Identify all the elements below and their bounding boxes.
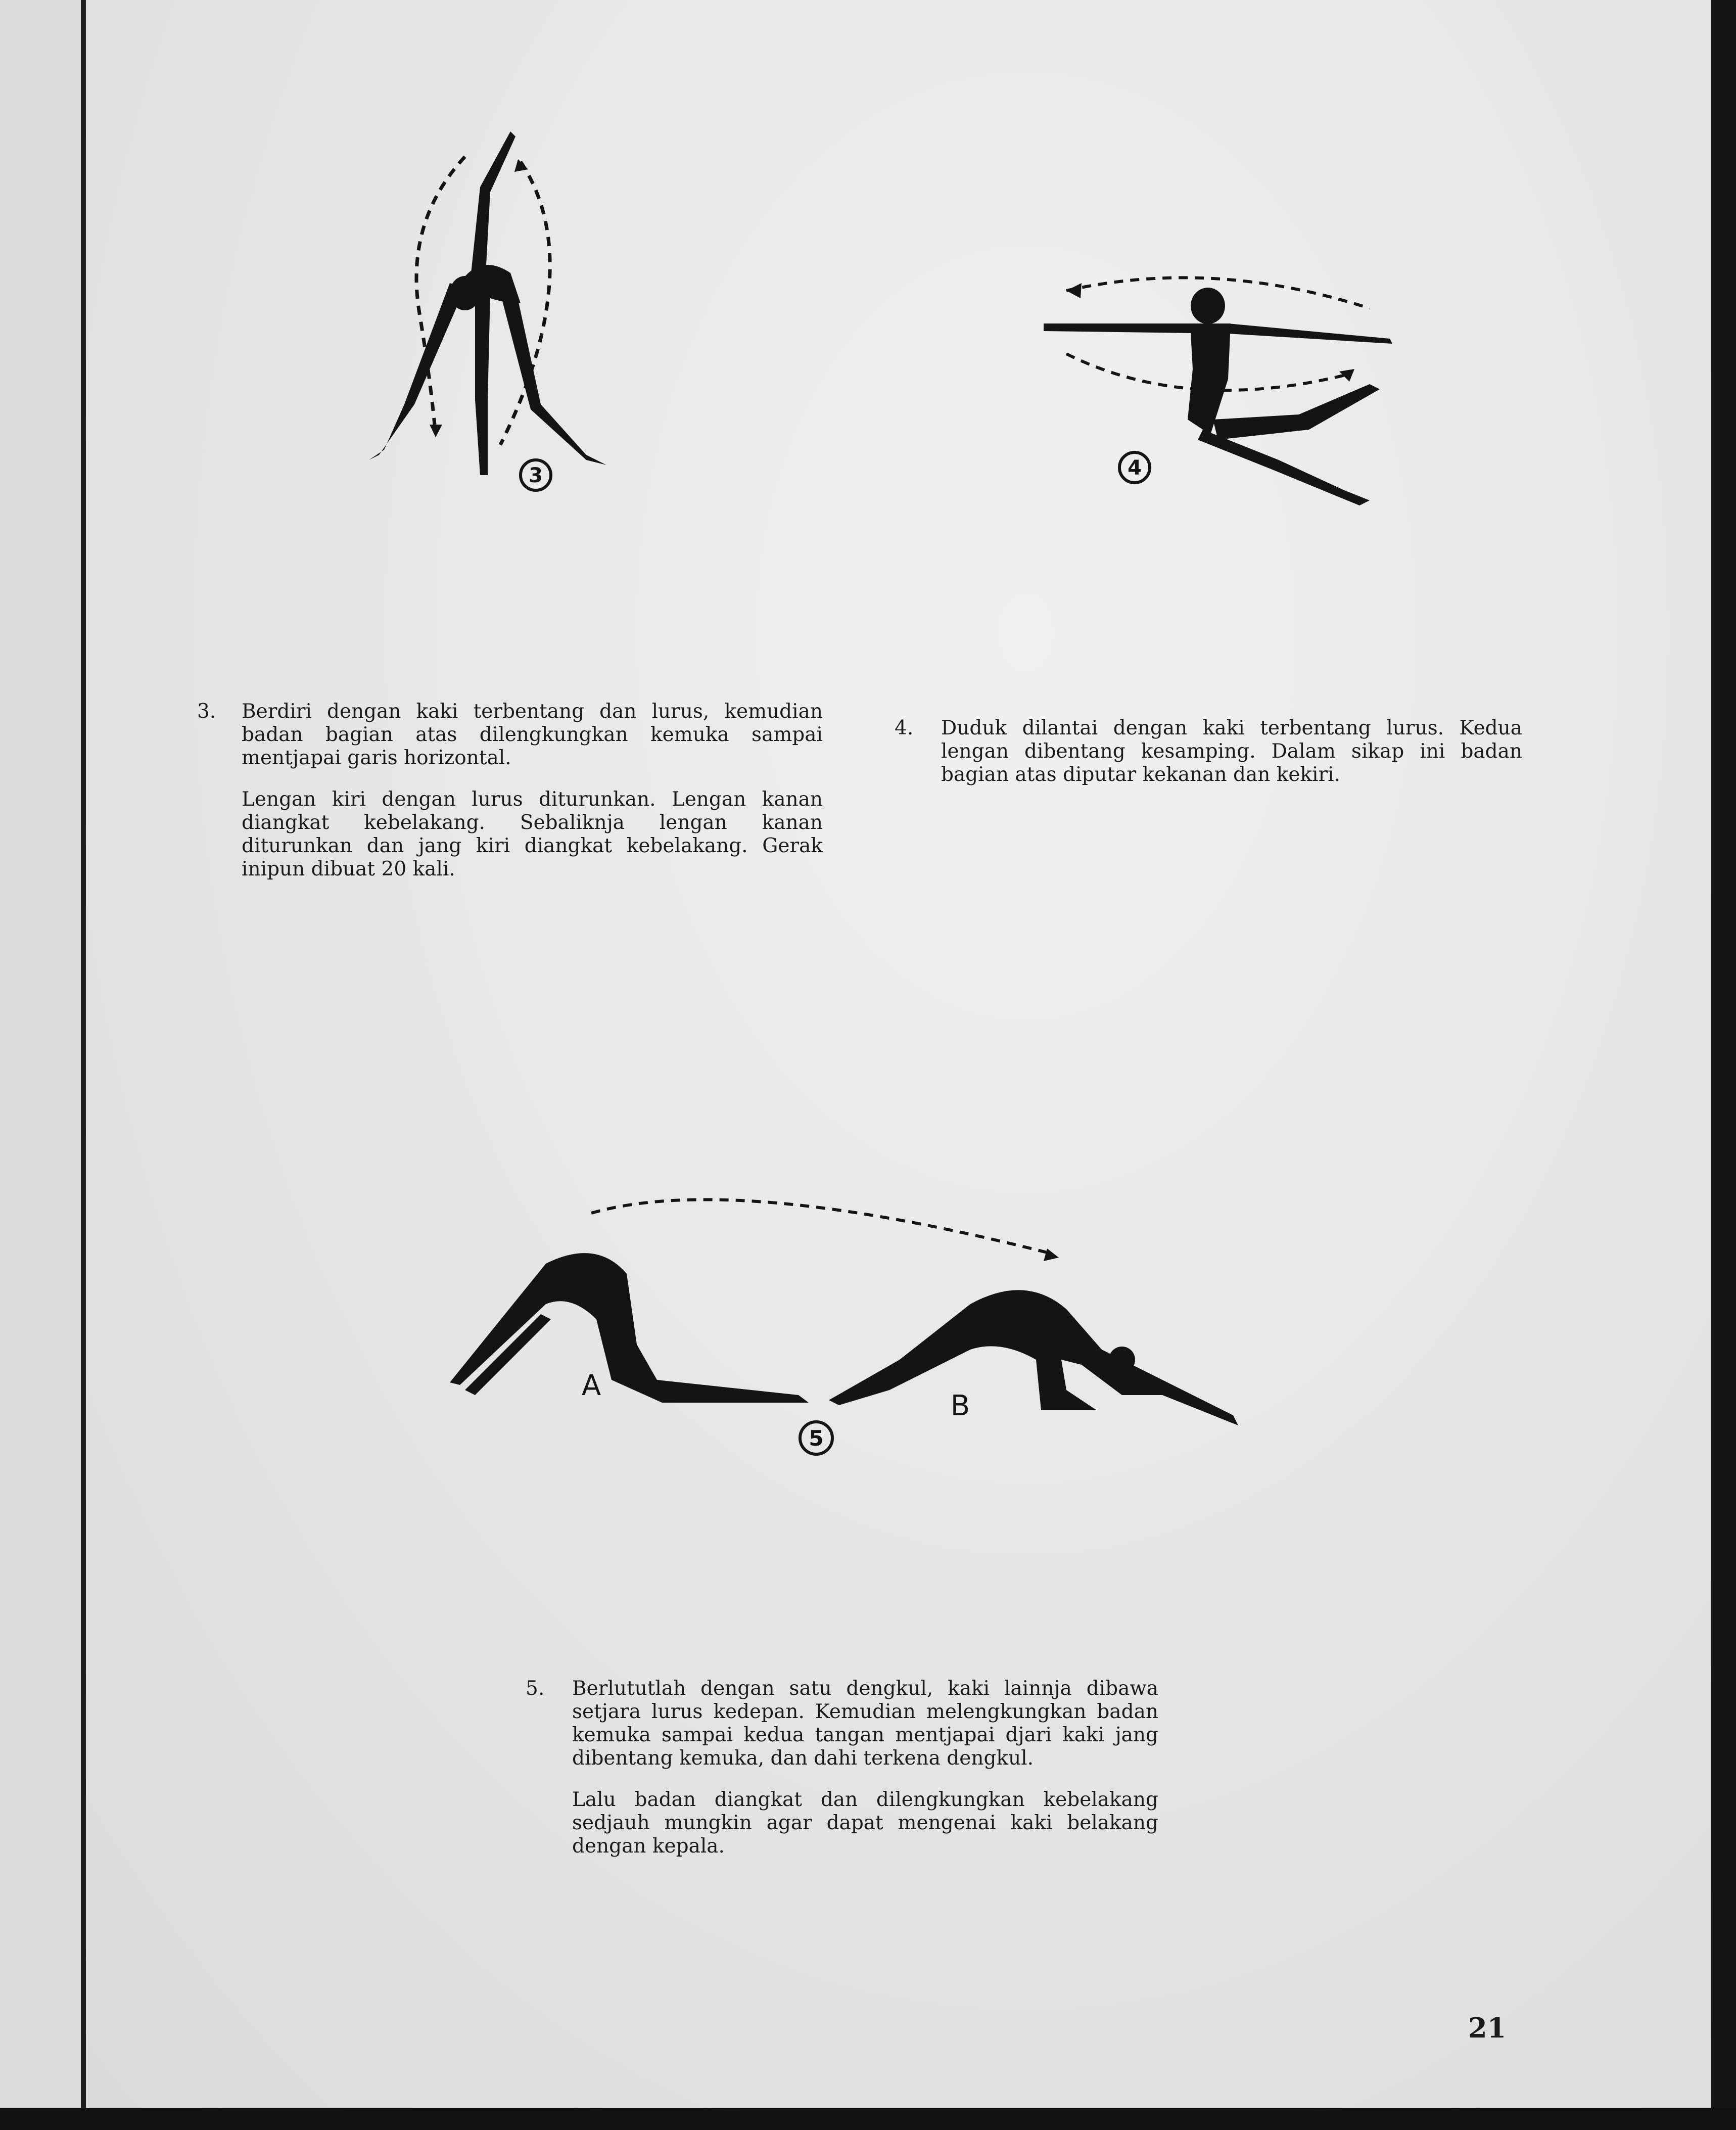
figure-5-label-b: B — [950, 1390, 970, 1422]
scan-border-right — [1711, 0, 1736, 2130]
exercise-5-text — [572, 1677, 1158, 1876]
figure-5-number: 5 — [809, 1426, 824, 1451]
exercise-3-number: 3. — [197, 700, 216, 723]
exercise-5-number: 5. — [526, 1677, 545, 1700]
exercise-5-paragraph-2: Lalu badan diangkat dan dilengkungkan kebelakang sedjauh mungkin agar dapat mengenai kaki belakang dengan kepala. — [572, 1788, 1158, 1858]
figure-5-illustration — [445, 1178, 1253, 1471]
exercise-3-paragraph-2: Lengan kiri dengan lurus diturunkan. Lengan kanan diangkat kebelakang. Sebaliknјa lengan kanan diturunkan dan jang kiri diangkat kebelakang. Gerak inipun dibuat 20 kali. — [242, 788, 823, 881]
exercise-5-paragraph-1: Berlututlah dengan satu dengkul, kaki lainnja dibawa setjara lurus kedepan. Kemudian melengkungkan badan kemuka sampai kedua tangan mentjapai djari kaki jang dibentang kemuka, dan dahi terkena dengkul. — [572, 1677, 1158, 1770]
figure-4-illustration — [1036, 268, 1410, 521]
figure-3-number: 3 — [529, 464, 543, 487]
figure-4-number: 4 — [1128, 456, 1142, 480]
scan-border-bottom — [0, 2108, 1736, 2130]
exercise-4-paragraph-1: Duduk dilantai dengan kaki terbentang lurus. Kedua lengan dibentang kesamping. Dalam sikap ini badan bagian atas diputar kekanan dan kekiri. — [941, 717, 1522, 786]
book-spine — [81, 0, 86, 2108]
exercise-3-paragraph-1: Berdiri dengan kaki terbentang dan lurus, kemudian badan bagian atas dilengkungkan kemuka sampai mentjapai garis horizontal. — [242, 700, 823, 769]
facing-page-edge — [0, 0, 81, 2108]
exercise-3-text — [242, 700, 823, 899]
exercise-4-number: 4. — [895, 717, 914, 739]
figure-5-label-a: A — [581, 1369, 601, 1402]
exercise-4-text — [941, 717, 1522, 805]
figure-3-illustration — [349, 121, 622, 495]
page-number: 21 — [1468, 2012, 1507, 2044]
